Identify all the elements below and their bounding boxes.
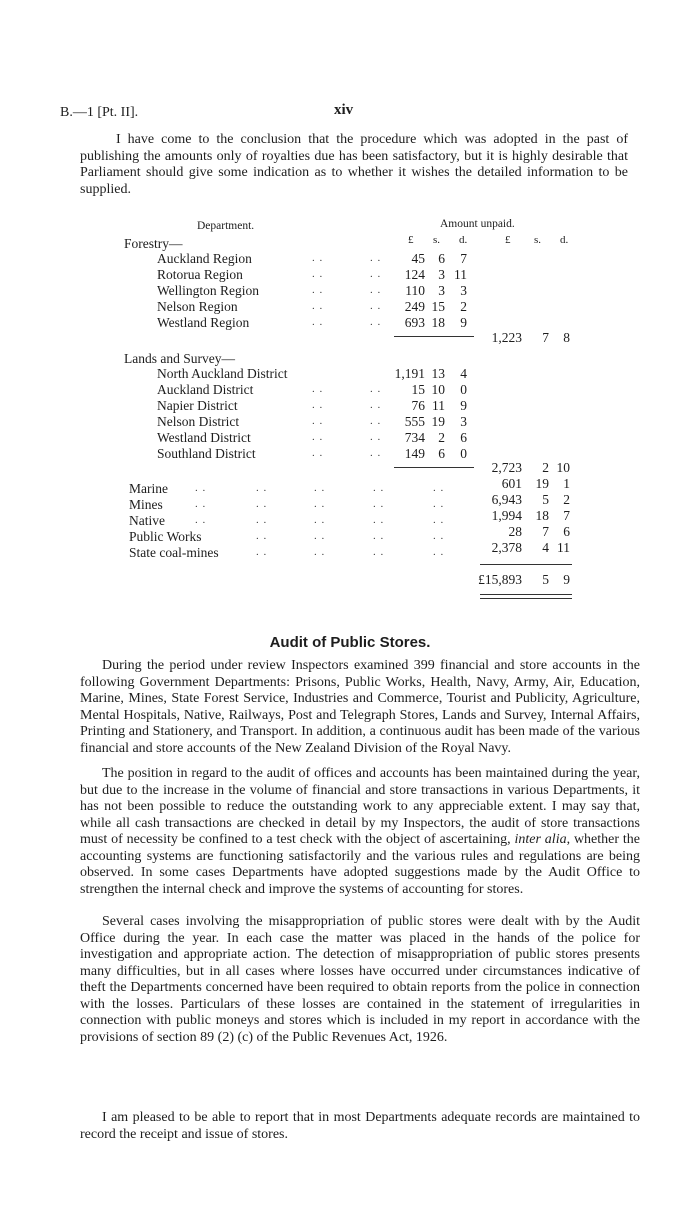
- row-pounds: 601: [501, 476, 522, 491]
- inter-alia-italic: inter alia: [514, 832, 567, 847]
- amount-column-header: Amount unpaid.: [440, 218, 515, 230]
- leader-dots: . .: [314, 530, 326, 542]
- leader-dots: . .: [312, 268, 324, 280]
- lands-total-pence: 10: [556, 460, 570, 475]
- row-shillings: 6: [438, 251, 445, 266]
- row-pounds: 110: [405, 283, 425, 298]
- grand-total-pence: 9: [563, 572, 570, 587]
- leader-dots: . .: [370, 399, 382, 411]
- row-name: Marine: [129, 481, 168, 496]
- leader-dots: . .: [312, 415, 324, 427]
- row-shillings: 5: [542, 492, 549, 507]
- paragraph-2-text: The position in regard to the audit of offices and accounts has been maintained during the year, but due to the increase in the volume of financial and store transactions in various Departments, it has not been possible to reduce the outstanding work to any appreciable extent. I may say that, while all cash transactions are checked in detail by my Inspectors, the audit of store transactions must of necessity be confined to a test check with the object of ascertaining,: [80, 766, 640, 847]
- unit-pence: d.: [459, 234, 468, 246]
- unit-pence-total: d.: [560, 234, 569, 246]
- row-name: Native: [129, 513, 165, 528]
- row-pounds: 45: [411, 251, 425, 266]
- leader-dots: . .: [370, 447, 382, 459]
- row-shillings: 10: [431, 382, 445, 397]
- row-name: Auckland Region: [157, 251, 252, 266]
- forestry-total-shillings: 7: [542, 330, 549, 345]
- forestry-total-pounds: 1,223: [491, 330, 522, 345]
- row-pounds: 124: [404, 267, 425, 282]
- subtotal-rule: [394, 336, 474, 337]
- grand-total-shillings: 5: [542, 572, 549, 587]
- body-paragraph-4: I am pleased to be able to report that in most Departments adequate records are maintained to record the receipt and issue of stores.: [80, 1110, 640, 1142]
- row-pence: 2: [563, 492, 570, 507]
- row-name: Nelson Region: [157, 299, 238, 314]
- leader-dots: . .: [433, 530, 445, 542]
- unit-shilling-total: s.: [534, 234, 542, 246]
- body-paragraph-3: Several cases involving the misappropriation of public stores were dealt with by the Audit Office during the year. In each case the matter was placed in the hands of the police for investigation and appropriate action. The detection of misappropriation of public stores presents many difficulties, but in all cases where losses have occurred under circumstances indicative of theft the Departments concerned have been required to obtain reports from the police in connection with the losses. Particulars of these losses are contained in the statement of irregularities in connection with public moneys and stores which is included in my report in accordance with the provisions of section 89 (2) (c) of the Public Revenues Act, 1926.: [80, 914, 640, 1045]
- unit-pound: £: [408, 234, 414, 246]
- row-name: Wellington Region: [157, 283, 260, 298]
- leader-dots: . .: [256, 546, 268, 558]
- row-name: Southland District: [157, 446, 256, 461]
- group-heading-lands-survey: Lands and Survey—: [124, 351, 235, 366]
- leader-dots: . .: [433, 498, 445, 510]
- double-rule-bottom: [480, 598, 572, 599]
- row-pence: 4: [460, 366, 467, 381]
- leader-dots: . .: [256, 482, 268, 494]
- row-pence: 6: [460, 430, 467, 445]
- row-shillings: 7: [542, 524, 549, 539]
- leader-dots: . .: [370, 383, 382, 395]
- leader-dots: . .: [370, 316, 382, 328]
- row-pounds: 1,994: [491, 508, 522, 523]
- row-pounds: 2,378: [491, 540, 522, 555]
- body-paragraph-1: During the period under review Inspectors examined 399 financial and store accounts in the following Government Departments: Prisons, Public Works, Health, Navy, Army, Air, Education, Marine, Mines, State Forest Service, Industries and Commerce, Tourist and Publicity, Agriculture, Mental Hospitals, Native, Railways, Post and Telegraph Stores, Lands and Survey, Internal Affairs, Printing and Stationery, and Transport. In addition, a continuous audit has been made of the various financial and store accounts of the New Zealand Division of the Royal Navy.: [80, 658, 640, 756]
- leader-dots: . .: [312, 300, 324, 312]
- row-pounds: 15: [411, 382, 425, 397]
- leader-dots: . .: [256, 530, 268, 542]
- row-shillings: 19: [535, 476, 549, 491]
- leader-dots: . .: [312, 399, 324, 411]
- row-shillings: 3: [438, 283, 445, 298]
- row-pence: 6: [563, 524, 570, 539]
- row-pence: 0: [460, 382, 467, 397]
- row-name: Westland Region: [157, 315, 250, 330]
- row-name: North Auckland District: [157, 366, 288, 381]
- row-pence: 11: [557, 540, 570, 555]
- leader-dots: . .: [195, 498, 207, 510]
- row-name: Mines: [129, 497, 163, 512]
- row-pounds: 693: [404, 315, 425, 330]
- row-name: Westland District: [157, 430, 251, 445]
- row-pence: 0: [460, 446, 467, 461]
- leader-dots: . .: [312, 252, 324, 264]
- leader-dots: . .: [370, 268, 382, 280]
- row-name: Public Works: [129, 529, 202, 544]
- total-rule: [480, 564, 572, 565]
- leader-dots: . .: [312, 284, 324, 296]
- row-pence: 3: [460, 283, 467, 298]
- leader-dots: . .: [312, 431, 324, 443]
- row-name: Rotorua Region: [157, 267, 243, 282]
- leader-dots: . .: [370, 284, 382, 296]
- document-reference: B.—1 [Pt. II].: [60, 105, 139, 120]
- row-shillings: 18: [431, 315, 445, 330]
- leader-dots: . .: [370, 415, 382, 427]
- row-pounds: 555: [404, 414, 425, 429]
- row-pence: 9: [460, 398, 467, 413]
- row-name: Nelson District: [157, 414, 240, 429]
- leader-dots: . .: [433, 514, 445, 526]
- row-name: State coal-mines: [129, 545, 219, 560]
- body-paragraph-2: [80, 766, 640, 898]
- section-title: Audit of Public Stores.: [269, 634, 431, 651]
- leader-dots: . .: [433, 482, 445, 494]
- leader-dots: . .: [373, 546, 385, 558]
- row-shillings: 2: [438, 430, 445, 445]
- row-pence: 3: [460, 414, 467, 429]
- row-pounds: 249: [404, 299, 425, 314]
- double-rule-top: [480, 594, 572, 595]
- row-shillings: 19: [431, 414, 445, 429]
- row-pounds: 149: [404, 446, 425, 461]
- unit-pound-total: £: [505, 234, 511, 246]
- leader-dots: . .: [314, 482, 326, 494]
- leader-dots: . .: [312, 447, 324, 459]
- leader-dots: . .: [373, 530, 385, 542]
- leader-dots: . .: [312, 383, 324, 395]
- forestry-total-pence: 8: [563, 330, 570, 345]
- row-name: Napier District: [157, 398, 238, 413]
- leader-dots: . .: [314, 514, 326, 526]
- lands-total-shillings: 2: [542, 460, 549, 475]
- row-pounds: 28: [508, 524, 522, 539]
- leader-dots: . .: [256, 514, 268, 526]
- row-pence: 7: [460, 251, 467, 266]
- row-pence: 1: [563, 476, 570, 491]
- row-shillings: 4: [542, 540, 549, 555]
- leader-dots: . .: [195, 482, 207, 494]
- row-pounds: 6,943: [491, 492, 522, 507]
- page-number: xiv: [334, 102, 354, 118]
- intro-paragraph: I have come to the conclusion that the procedure which was adopted in the past of publishing the amounts only of royalties due has been satisfactory, but it is highly desirable that Parliament should give some indication as to whether it wishes the detailed information to be supplied.: [80, 132, 628, 197]
- row-pence: 9: [460, 315, 467, 330]
- row-shillings: 6: [438, 446, 445, 461]
- leader-dots: . .: [256, 498, 268, 510]
- row-shillings: 18: [535, 508, 549, 523]
- paragraph-2-text-continued: , whether the accounting systems are functioning satisfactorily and the various rules and regulations are being observed. In some cases Departments have adopted suggestions made by the Audit Office to strengthen the internal check and improve the systems of accounting for stores.: [80, 832, 640, 897]
- leader-dots: . .: [373, 498, 385, 510]
- leader-dots: . .: [195, 514, 207, 526]
- row-shillings: 11: [432, 398, 445, 413]
- row-pence: 2: [460, 299, 467, 314]
- leader-dots: . .: [373, 482, 385, 494]
- lands-total-pounds: 2,723: [491, 460, 522, 475]
- department-column-header: Department.: [197, 220, 255, 232]
- row-name: Auckland District: [157, 382, 254, 397]
- row-pence: 7: [563, 508, 570, 523]
- unit-shilling: s.: [433, 234, 441, 246]
- subtotal-rule: [394, 467, 474, 468]
- leader-dots: . .: [314, 546, 326, 558]
- leader-dots: . .: [312, 316, 324, 328]
- leader-dots: . .: [370, 252, 382, 264]
- leader-dots: . .: [314, 498, 326, 510]
- leader-dots: . .: [370, 300, 382, 312]
- leader-dots: . .: [370, 431, 382, 443]
- row-shillings: 3: [438, 267, 445, 282]
- row-shillings: 15: [431, 299, 445, 314]
- grand-total-pounds: £15,893: [478, 572, 522, 587]
- row-shillings: 13: [431, 366, 445, 381]
- group-heading-forestry: Forestry—: [124, 236, 183, 251]
- row-pounds: 76: [411, 398, 425, 413]
- leader-dots: . .: [433, 546, 445, 558]
- leader-dots: . .: [373, 514, 385, 526]
- row-pounds: 1,191: [394, 366, 425, 381]
- row-pence: 11: [454, 267, 467, 282]
- row-pounds: 734: [404, 430, 425, 445]
